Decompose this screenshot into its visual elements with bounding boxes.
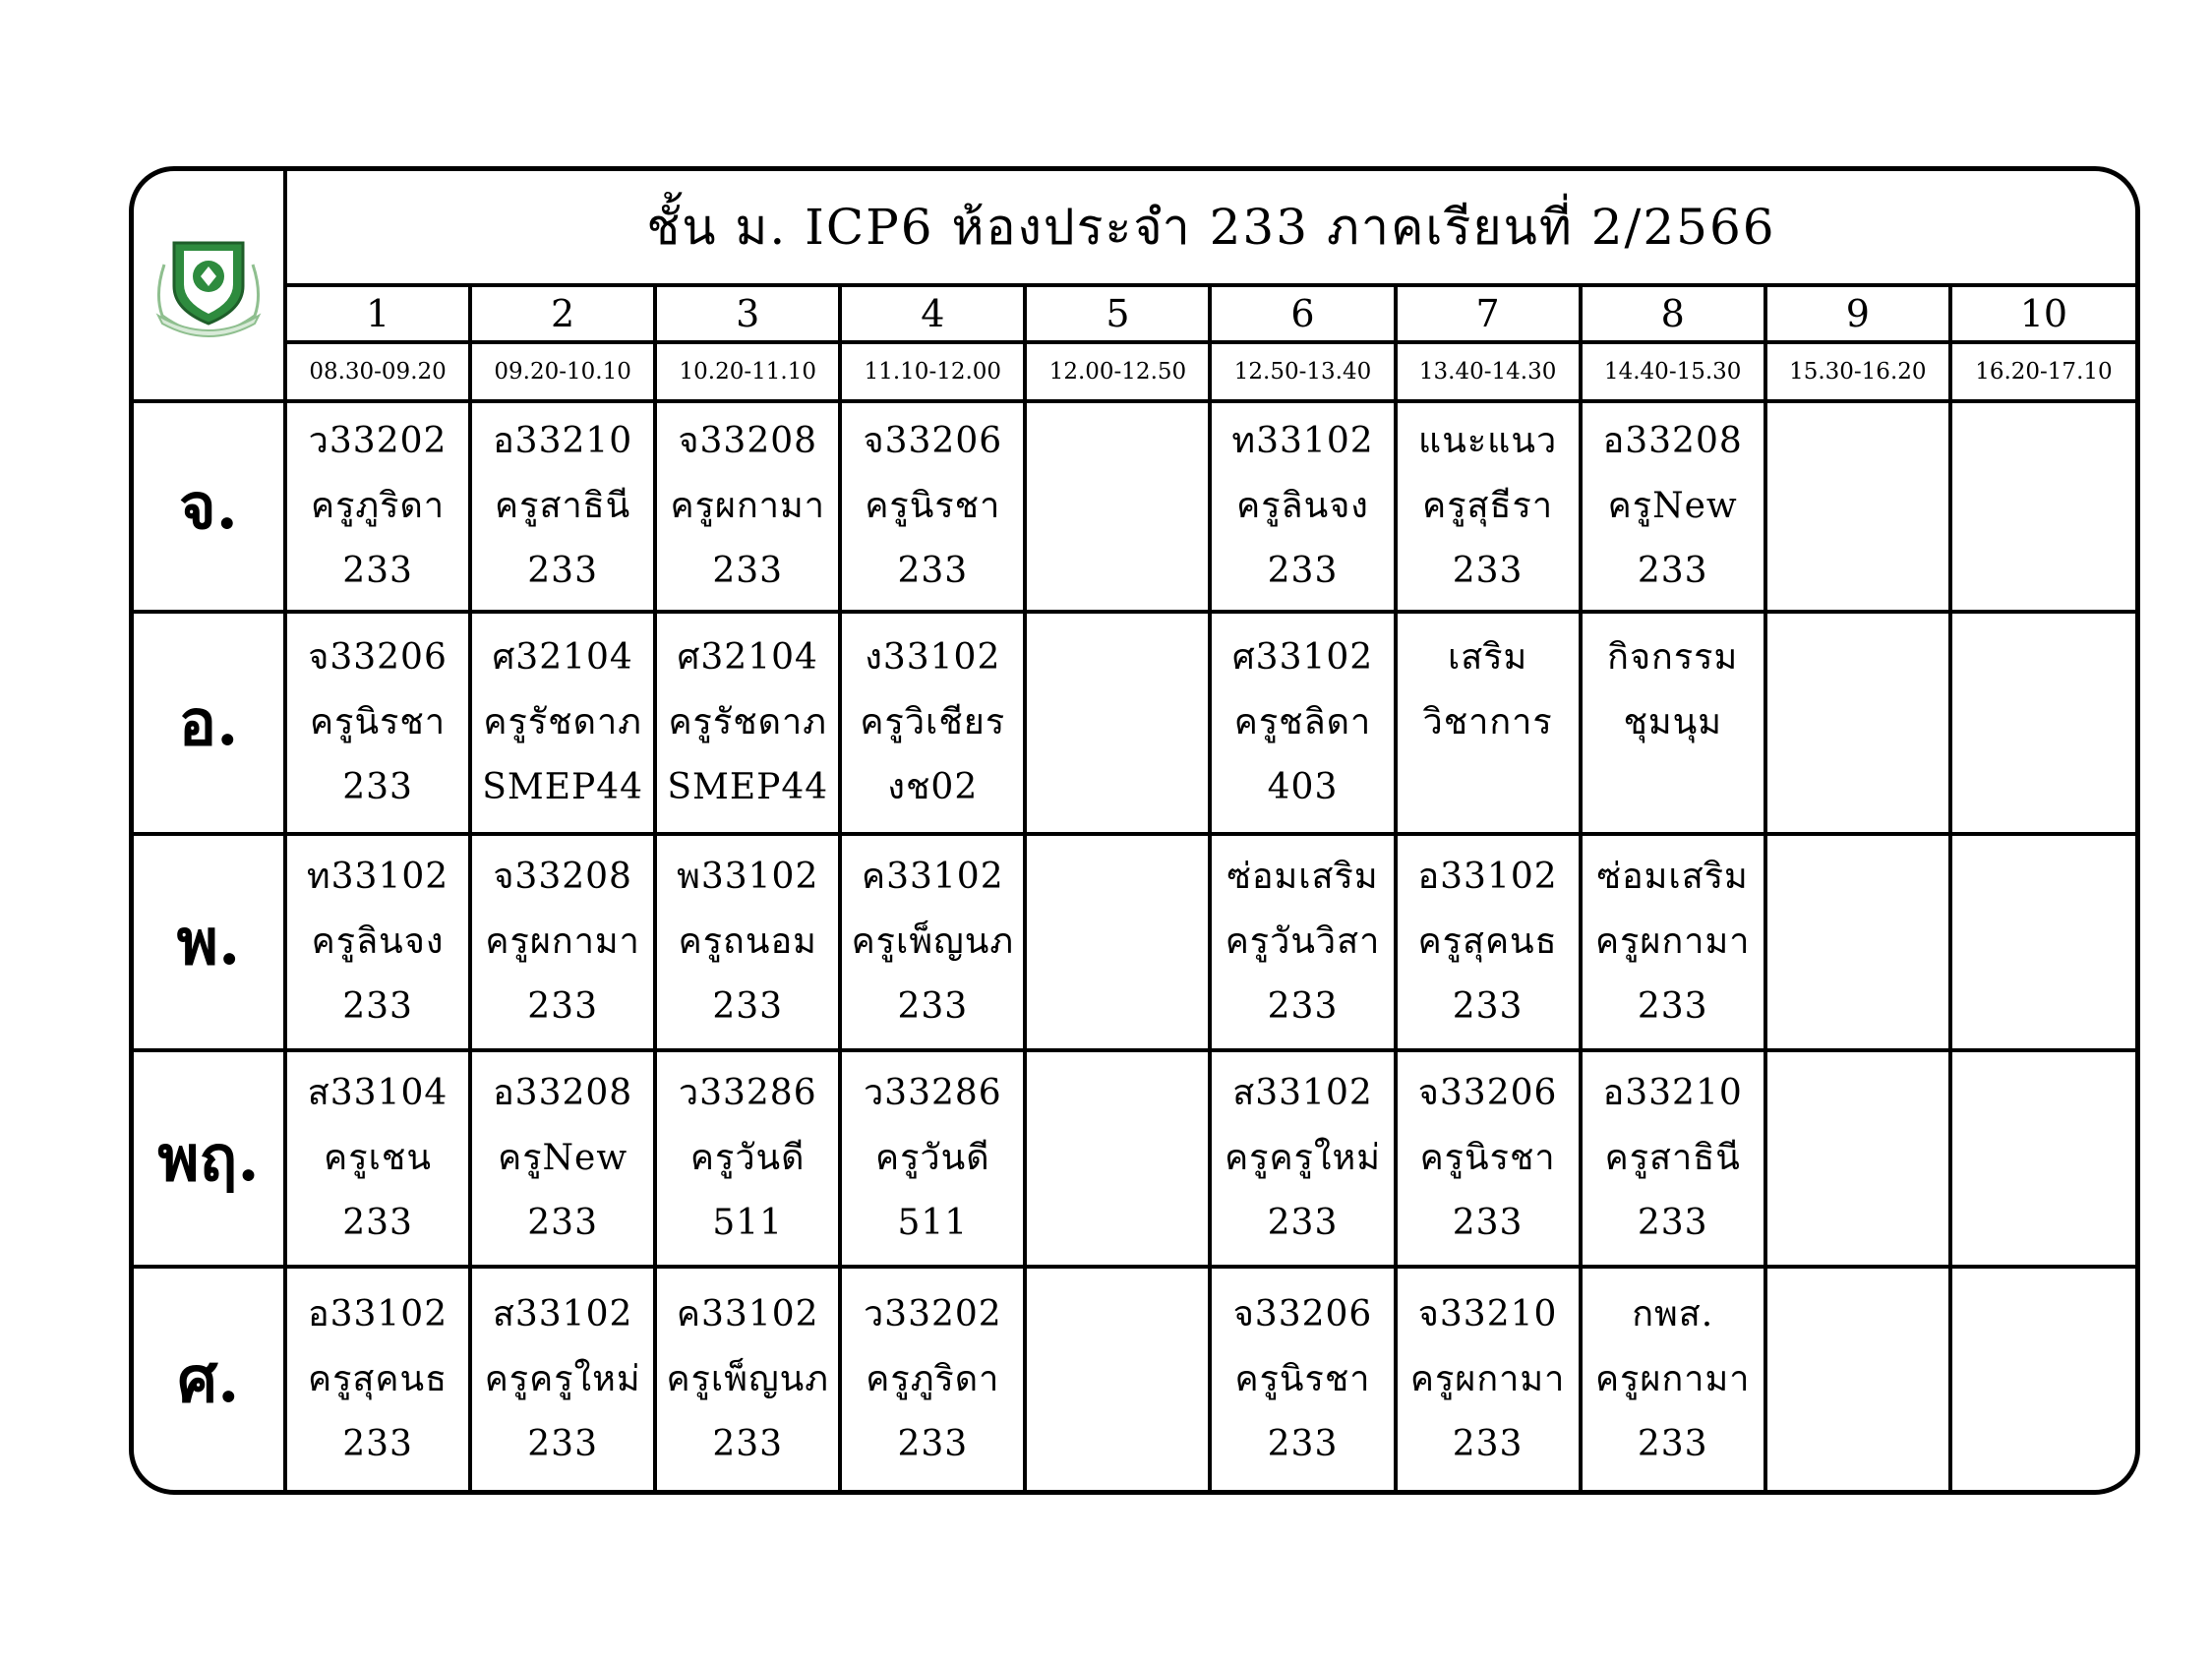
slot-subject-code: ศ33102 xyxy=(1231,637,1374,678)
period-number: 7 xyxy=(1396,285,1581,342)
period-time: 08.30-09.20 xyxy=(285,342,470,401)
slot-subject-code: ศ32104 xyxy=(677,637,818,678)
timetable-slot xyxy=(285,612,470,834)
slot-subject-code xyxy=(1767,409,1948,474)
slot-teacher: ครูรัชดาภ xyxy=(668,702,827,742)
timetable-slot xyxy=(655,1267,840,1490)
timetable-slot xyxy=(1765,834,1950,1050)
slot-teacher xyxy=(1027,690,1208,755)
slot-room: 233 xyxy=(342,1203,413,1243)
slot-subject-code: เสริม xyxy=(1447,637,1528,678)
slot-subject-code: แนะแนว xyxy=(1418,421,1558,461)
timetable-slot xyxy=(1950,834,2135,1050)
timetable-slot xyxy=(1210,834,1395,1050)
slot-subject-code xyxy=(1027,845,1208,910)
timetable-slot xyxy=(655,612,840,834)
day-label: จ. xyxy=(134,401,285,612)
slot-subject-code: ค33102 xyxy=(862,857,1004,897)
slot-room: งช02 xyxy=(887,767,979,807)
slot-teacher xyxy=(1027,1126,1208,1191)
slot-subject-code: อ33208 xyxy=(493,1073,633,1113)
timetable-slot xyxy=(1025,1050,1210,1267)
slot-room xyxy=(1767,539,1948,604)
day-row xyxy=(134,834,2135,1050)
timetable-slot xyxy=(655,1050,840,1267)
timetable-slot xyxy=(1765,1050,1950,1267)
slot-teacher xyxy=(1952,690,2135,755)
period-time: 16.20-17.10 xyxy=(1950,342,2135,401)
slot-room: 403 xyxy=(1267,767,1339,807)
slot-subject-code: จ33206 xyxy=(1417,1073,1558,1113)
slot-room: 233 xyxy=(897,1423,969,1464)
slot-teacher: ครูสุคนธ xyxy=(308,1358,448,1399)
period-number: 2 xyxy=(470,285,655,342)
period-number: 6 xyxy=(1210,285,1395,342)
timetable-slot xyxy=(1396,834,1581,1050)
day-row xyxy=(134,401,2135,612)
slot-teacher xyxy=(1767,690,1948,755)
slot-teacher: ครูลินจง xyxy=(1236,486,1369,526)
timetable-slot xyxy=(1025,834,1210,1050)
slot-teacher xyxy=(1952,910,2135,975)
timetable-slot xyxy=(1950,1267,2135,1490)
slot-room xyxy=(1027,755,1208,820)
slot-room xyxy=(1952,1412,2135,1477)
slot-subject-code: จ33206 xyxy=(1232,1293,1373,1334)
timetable-slot xyxy=(1765,401,1950,612)
slot-subject-code xyxy=(1952,1282,2135,1347)
slot-teacher xyxy=(1027,474,1208,539)
slot-room xyxy=(1952,539,2135,604)
slot-subject-code: ว33202 xyxy=(863,1293,1002,1334)
slot-room: 233 xyxy=(1637,1423,1708,1464)
period-time: 13.40-14.30 xyxy=(1396,342,1581,401)
period-number: 1 xyxy=(285,285,470,342)
day-row xyxy=(134,1050,2135,1267)
slot-room: 233 xyxy=(1637,986,1708,1027)
period-time: 14.40-15.30 xyxy=(1581,342,1765,401)
timetable-slot xyxy=(470,1267,655,1490)
slot-teacher: ครูNew xyxy=(1607,486,1738,526)
slot-subject-code xyxy=(1027,409,1208,474)
slot-teacher: ครูเพ็ญนภ xyxy=(666,1358,829,1399)
slot-room xyxy=(1583,755,1764,820)
slot-teacher: ครูครูใหม่ xyxy=(484,1358,641,1399)
period-time: 10.20-11.10 xyxy=(655,342,840,401)
timetable-slot xyxy=(1210,401,1395,612)
slot-room: 233 xyxy=(342,767,413,807)
timetable-slot xyxy=(1950,401,2135,612)
slot-room xyxy=(1767,755,1948,820)
slot-subject-code: อ33210 xyxy=(1602,1073,1743,1113)
slot-teacher: ครูนิรชา xyxy=(1419,1138,1556,1178)
period-number: 10 xyxy=(1950,285,2135,342)
slot-subject-code xyxy=(1027,1282,1208,1347)
slot-room: 233 xyxy=(342,986,413,1027)
slot-subject-code: ค33102 xyxy=(676,1293,819,1334)
slot-teacher: ครูสาธินี xyxy=(1604,1138,1741,1178)
slot-teacher: ครูวันวิสา xyxy=(1225,921,1381,962)
timetable-slot xyxy=(1210,612,1395,834)
slot-subject-code: ท33102 xyxy=(306,857,449,897)
slot-room xyxy=(1767,975,1948,1039)
slot-teacher: ครูสุธีรา xyxy=(1422,486,1554,526)
timetable-slot xyxy=(470,1050,655,1267)
period-number: 4 xyxy=(840,285,1025,342)
slot-teacher: ครูครูใหม่ xyxy=(1225,1138,1381,1178)
slot-subject-code: จ33208 xyxy=(493,857,632,897)
slot-room: 233 xyxy=(897,986,969,1027)
period-time: 09.20-10.10 xyxy=(470,342,655,401)
slot-subject-code xyxy=(1767,1282,1948,1347)
slot-room: 233 xyxy=(712,1423,784,1464)
timetable-slot xyxy=(1396,1050,1581,1267)
slot-teacher: ครูวิเชียร xyxy=(860,702,1006,742)
slot-subject-code: จ33206 xyxy=(308,637,448,678)
timetable-slot xyxy=(655,834,840,1050)
period-time: 15.30-16.20 xyxy=(1765,342,1950,401)
slot-teacher: ครูชลิดา xyxy=(1233,702,1372,742)
timetable-slot xyxy=(285,1267,470,1490)
slot-subject-code: ส33104 xyxy=(307,1073,448,1113)
slot-subject-code xyxy=(1952,625,2135,690)
slot-subject-code: จ33210 xyxy=(1417,1293,1558,1334)
slot-room xyxy=(1952,755,2135,820)
slot-subject-code: อ33102 xyxy=(1417,857,1558,897)
logo-cell xyxy=(134,171,285,401)
day-row xyxy=(134,1267,2135,1490)
timetable-slot xyxy=(840,401,1025,612)
slot-subject-code xyxy=(1767,1061,1948,1126)
slot-subject-code: ส33102 xyxy=(492,1293,633,1334)
timetable-slot xyxy=(470,834,655,1050)
slot-room: 233 xyxy=(527,551,598,591)
slot-room: 233 xyxy=(1452,1203,1524,1243)
timetable-slot xyxy=(1025,1267,1210,1490)
slot-subject-code: พ33102 xyxy=(677,857,819,897)
slot-teacher: ครูนิรชา xyxy=(310,702,447,742)
timetable-slot xyxy=(1581,834,1765,1050)
slot-teacher: ครูลินจง xyxy=(311,921,445,962)
slot-room: 233 xyxy=(1267,1203,1339,1243)
slot-room: 233 xyxy=(527,1203,598,1243)
timetable-slot xyxy=(1396,401,1581,612)
slot-subject-code: ส33102 xyxy=(1232,1073,1373,1113)
timetable-slot xyxy=(1950,1050,2135,1267)
slot-subject-code xyxy=(1952,845,2135,910)
slot-room xyxy=(1952,1191,2135,1256)
slot-subject-code: ซ่อมเสริม xyxy=(1596,857,1749,897)
timetable-slot xyxy=(285,1050,470,1267)
slot-room: 233 xyxy=(527,1423,598,1464)
slot-subject-code: อ33210 xyxy=(493,421,633,461)
timetable-slot xyxy=(285,401,470,612)
timetable-slot xyxy=(1765,1267,1950,1490)
timetable-slot xyxy=(1765,612,1950,834)
slot-teacher: ครูรัชดาภ xyxy=(483,702,642,742)
slot-teacher: ครูสาธินี xyxy=(495,486,631,526)
slot-teacher: ครูวันดี xyxy=(689,1138,806,1178)
slot-subject-code xyxy=(1767,845,1948,910)
slot-teacher: ครูภูริดา xyxy=(866,1358,1000,1399)
slot-subject-code: กพส. xyxy=(1632,1293,1714,1334)
slot-subject-code xyxy=(1027,625,1208,690)
period-number: 5 xyxy=(1025,285,1210,342)
slot-room: 233 xyxy=(1452,1423,1524,1464)
timetable-slot xyxy=(1581,401,1765,612)
period-time: 11.10-12.00 xyxy=(840,342,1025,401)
slot-teacher xyxy=(1952,1126,2135,1191)
timetable-slot xyxy=(1210,1267,1395,1490)
slot-subject-code: ว33202 xyxy=(308,421,448,461)
slot-subject-code: อ33208 xyxy=(1602,421,1743,461)
slot-room: 233 xyxy=(897,551,969,591)
slot-teacher: ครูเพ็ญนภ xyxy=(851,921,1015,962)
slot-teacher: ครูนิรชา xyxy=(1234,1358,1371,1399)
slot-teacher: ครูภูริดา xyxy=(311,486,446,526)
page-title: ชั้น ม. ICP6 ห้องประจำ 233 ภาคเรียนที่ 2/2566 xyxy=(285,171,2135,285)
timetable-slot xyxy=(840,1050,1025,1267)
timetable xyxy=(134,171,2135,1490)
slot-teacher: ครูถนอม xyxy=(678,921,817,962)
slot-teacher: ครูเชน xyxy=(324,1138,432,1178)
timetable-slot xyxy=(1396,612,1581,834)
timetable-slot xyxy=(1581,612,1765,834)
slot-teacher xyxy=(1767,1347,1948,1412)
timetable-slot xyxy=(1025,612,1210,834)
slot-teacher xyxy=(1027,910,1208,975)
timetable-slot xyxy=(1950,612,2135,834)
slot-teacher: ครูผกามา xyxy=(1594,1358,1751,1399)
day-label: พ. xyxy=(134,834,285,1050)
slot-room: 233 xyxy=(1267,1423,1339,1464)
slot-teacher: ครูผกามา xyxy=(485,921,640,962)
timetable-slot xyxy=(1025,401,1210,612)
slot-teacher: ครูผกามา xyxy=(670,486,825,526)
slot-room xyxy=(1027,539,1208,604)
slot-teacher: ชุมนุม xyxy=(1623,702,1722,742)
timetable-slot xyxy=(840,1267,1025,1490)
timetable-slot xyxy=(1581,1267,1765,1490)
slot-teacher xyxy=(1027,1347,1208,1412)
slot-teacher xyxy=(1767,1126,1948,1191)
slot-room xyxy=(1767,1191,1948,1256)
timetable-slot xyxy=(470,401,655,612)
school-emblem-icon xyxy=(145,225,272,341)
slot-room: SMEP44 xyxy=(667,767,829,807)
slot-teacher xyxy=(1952,474,2135,539)
slot-teacher xyxy=(1952,1347,2135,1412)
slot-teacher: วิชาการ xyxy=(1422,702,1553,742)
period-number: 8 xyxy=(1581,285,1765,342)
slot-room xyxy=(1952,975,2135,1039)
day-label: อ. xyxy=(134,612,285,834)
slot-subject-code: ซ่อมเสริม xyxy=(1226,857,1379,897)
slot-teacher: ครูผกามา xyxy=(1594,921,1751,962)
slot-subject-code xyxy=(1952,409,2135,474)
period-time: 12.50-13.40 xyxy=(1210,342,1395,401)
period-number: 3 xyxy=(655,285,840,342)
period-time: 12.00-12.50 xyxy=(1025,342,1210,401)
slot-subject-code: กิจกรรม xyxy=(1607,637,1739,678)
slot-room xyxy=(1027,1412,1208,1477)
timetable-slot xyxy=(285,834,470,1050)
slot-room: 233 xyxy=(712,551,784,591)
slot-subject-code: อ33102 xyxy=(307,1293,448,1334)
slot-subject-code: ว33286 xyxy=(863,1073,1002,1113)
period-number: 9 xyxy=(1765,285,1950,342)
slot-room xyxy=(1398,755,1579,820)
slot-teacher: ครูนิรชา xyxy=(865,486,1001,526)
slot-room: 233 xyxy=(1452,986,1524,1027)
slot-teacher: ครูวันดี xyxy=(875,1138,990,1178)
slot-subject-code xyxy=(1952,1061,2135,1126)
slot-teacher xyxy=(1767,910,1948,975)
slot-teacher: ครูสุคนธ xyxy=(1417,921,1558,962)
timetable-frame xyxy=(129,166,2140,1495)
timetable-slot xyxy=(1581,1050,1765,1267)
slot-teacher: ครูผกามา xyxy=(1409,1358,1566,1399)
slot-room: 233 xyxy=(342,551,413,591)
slot-subject-code: จ33206 xyxy=(863,421,1003,461)
slot-room: 233 xyxy=(527,986,598,1027)
slot-room: 233 xyxy=(1267,551,1339,591)
slot-room xyxy=(1027,1191,1208,1256)
slot-room: 511 xyxy=(897,1203,969,1243)
day-label: ศ. xyxy=(134,1267,285,1490)
slot-subject-code: ง33102 xyxy=(865,637,1001,678)
slot-subject-code: จ33208 xyxy=(678,421,818,461)
slot-room: 233 xyxy=(712,986,784,1027)
slot-room: 233 xyxy=(1267,986,1339,1027)
slot-room: 511 xyxy=(712,1203,784,1243)
slot-subject-code xyxy=(1767,625,1948,690)
timetable-slot xyxy=(1210,1050,1395,1267)
slot-room: 233 xyxy=(1637,551,1708,591)
slot-room: 233 xyxy=(1637,1203,1708,1243)
timetable-slot xyxy=(655,401,840,612)
slot-subject-code: ท33102 xyxy=(1231,421,1374,461)
slot-teacher xyxy=(1767,474,1948,539)
timetable-slot xyxy=(840,834,1025,1050)
timetable-slot xyxy=(470,612,655,834)
slot-room: SMEP44 xyxy=(482,767,644,807)
slot-room: 233 xyxy=(342,1423,413,1464)
timetable-slot xyxy=(1396,1267,1581,1490)
day-label: พฤ. xyxy=(134,1050,285,1267)
slot-subject-code: ว33286 xyxy=(678,1073,817,1113)
slot-subject-code: ศ32104 xyxy=(492,637,633,678)
day-row xyxy=(134,612,2135,834)
slot-room xyxy=(1767,1412,1948,1477)
timetable-slot xyxy=(840,612,1025,834)
slot-teacher: ครูNew xyxy=(498,1138,628,1178)
slot-room xyxy=(1027,975,1208,1039)
slot-subject-code xyxy=(1027,1061,1208,1126)
slot-room: 233 xyxy=(1452,551,1524,591)
